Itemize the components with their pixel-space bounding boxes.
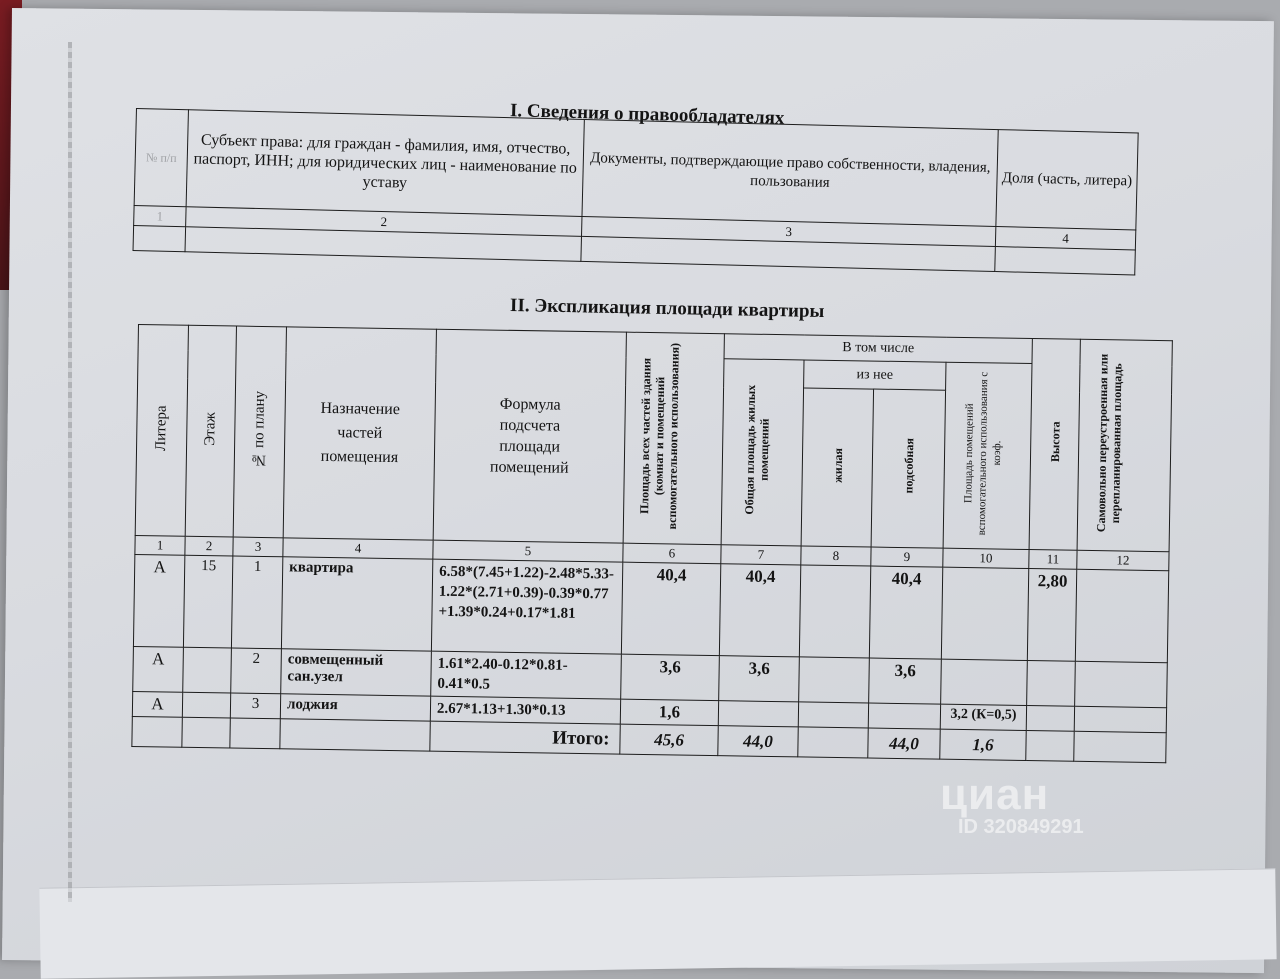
col-number: 4 [283, 538, 433, 559]
cell-living [799, 565, 870, 658]
header-plan-no: № по плану [233, 326, 286, 538]
header-share: Доля (часть, литера) [996, 130, 1138, 230]
owners-table [133, 108, 1139, 275]
header-of-which: из нее [804, 360, 946, 390]
cell-living-total: 3,6 [719, 656, 800, 702]
cell-formula: 6.58*(7.45+1.22)-2.48*5.33-1.22*(2.71+0.39)-0.39*0.77+1.39*0.24+0.17*1.81 [431, 559, 622, 654]
col-number: 9 [871, 547, 943, 567]
total-aux-coef: 1,6 [940, 729, 1026, 760]
cell-aux-coef [941, 567, 1028, 660]
listing-id: ID 320849291 [958, 816, 1084, 838]
empty-cell [182, 717, 230, 748]
header-litera: Литера [135, 325, 188, 537]
cell-self-built [1074, 706, 1166, 732]
empty-cell [995, 247, 1136, 275]
header-formula: Формула подсчета площади помещений [433, 329, 626, 543]
header-living-total: Общая площадь жилых помещений [721, 359, 804, 546]
cell-living [798, 702, 868, 728]
header-height: Высота [1029, 339, 1080, 551]
cell-litera: А [132, 691, 182, 717]
cell-height: 2,80 [1027, 569, 1076, 662]
cell-auxiliary: 40,4 [869, 566, 942, 659]
cell-total-area: 3,6 [621, 654, 720, 701]
empty-cell [1074, 731, 1166, 762]
total-total-area: 45,6 [620, 724, 718, 756]
cell-floor [183, 647, 232, 693]
cell-plan-no: 2 [231, 648, 282, 694]
col-number: 1 [135, 535, 185, 555]
cell-auxiliary [868, 703, 940, 729]
cell-formula: 1.61*2.40-0.12*0.81-0.41*0.5 [431, 651, 622, 699]
col-number: 3 [581, 216, 995, 246]
cell-living [799, 657, 870, 703]
cell-self-built [1075, 569, 1168, 662]
area-explication-table [131, 324, 1173, 763]
header-purpose: Назначение частей помещения [283, 327, 436, 540]
cell-litera: А [133, 554, 184, 647]
total-living-total: 44,0 [718, 726, 798, 757]
cell-purpose: совмещенный сан.узел [281, 649, 432, 696]
col-number: 7 [721, 545, 801, 565]
table-row [133, 554, 1168, 662]
header-self-built: Самовольно переустроенная или перепланированная площадь [1077, 339, 1172, 551]
col-number: 6 [623, 543, 721, 564]
header-including: В том числе [724, 334, 1032, 364]
cell-self-built [1075, 661, 1168, 707]
cell-formula: 2.67*1.13+1.30*0.13 [430, 696, 620, 724]
cell-height [1026, 706, 1074, 732]
col-number: 11 [1029, 550, 1077, 570]
cell-purpose: лоджия [280, 694, 430, 721]
col-number: 12 [1077, 550, 1169, 570]
cian-watermark [940, 770, 1084, 839]
cell-auxiliary: 3,6 [869, 658, 942, 704]
col-number: 8 [801, 546, 871, 566]
cell-plan-no: 3 [230, 693, 280, 719]
cian-logo: циан [940, 770, 1050, 819]
col-number: 4 [995, 227, 1135, 250]
empty-cell [230, 718, 280, 749]
section2-title: II. Экспликация площади квартиры [509, 294, 825, 323]
col-number: 2 [186, 207, 582, 237]
section1-title: I. Сведения о правообладателях [509, 100, 785, 129]
col-number: 5 [433, 540, 623, 562]
header-aux-coef: Площадь помещений вспомогательного использования с коэф. [943, 362, 1032, 549]
col-number: 2 [185, 536, 233, 556]
header-subject: Субъект права: для граждан - фамилия, имя, отчество, паспорт, ИНН; для юридических лиц - наименование по уставу [186, 110, 584, 217]
col-number: 10 [943, 548, 1029, 568]
header-num: № п/п [134, 109, 188, 207]
cell-floor: 15 [183, 555, 232, 648]
cell-litera: А [133, 646, 184, 692]
scan-edge-mark [68, 42, 72, 902]
header-documents: Документы, подтверждающие право собственности, владения, пользования [582, 119, 998, 226]
cell-aux-coef: 3,2 (К=0,5) [940, 704, 1026, 730]
next-page-edge [39, 868, 1276, 978]
cell-living-total: 40,4 [719, 564, 800, 657]
cell-living-total [718, 701, 798, 727]
empty-cell [1026, 731, 1074, 762]
col-number: 1 [134, 205, 186, 226]
total-auxiliary: 44,0 [868, 728, 940, 759]
cell-purpose: квартира [281, 557, 432, 651]
header-auxiliary: подсобная [871, 389, 945, 548]
cell-height [1027, 661, 1076, 707]
header-floor: Этаж [185, 325, 236, 537]
cell-aux-coef [941, 659, 1028, 705]
header-total-area: Площадь всех частей здания (комнат и помещений вспомогательного использования) [623, 332, 724, 545]
cell-total-area: 1,6 [620, 699, 718, 726]
empty-cell [132, 716, 182, 747]
header-living: жилая [801, 388, 873, 547]
cell-floor [182, 692, 230, 718]
col-number: 3 [233, 537, 283, 557]
empty-cell [798, 727, 868, 758]
cell-total-area: 40,4 [621, 562, 720, 656]
empty-cell [280, 719, 430, 751]
cell-plan-no: 1 [231, 556, 282, 649]
empty-cell [133, 225, 186, 251]
totals-label: Итого: [430, 721, 620, 754]
